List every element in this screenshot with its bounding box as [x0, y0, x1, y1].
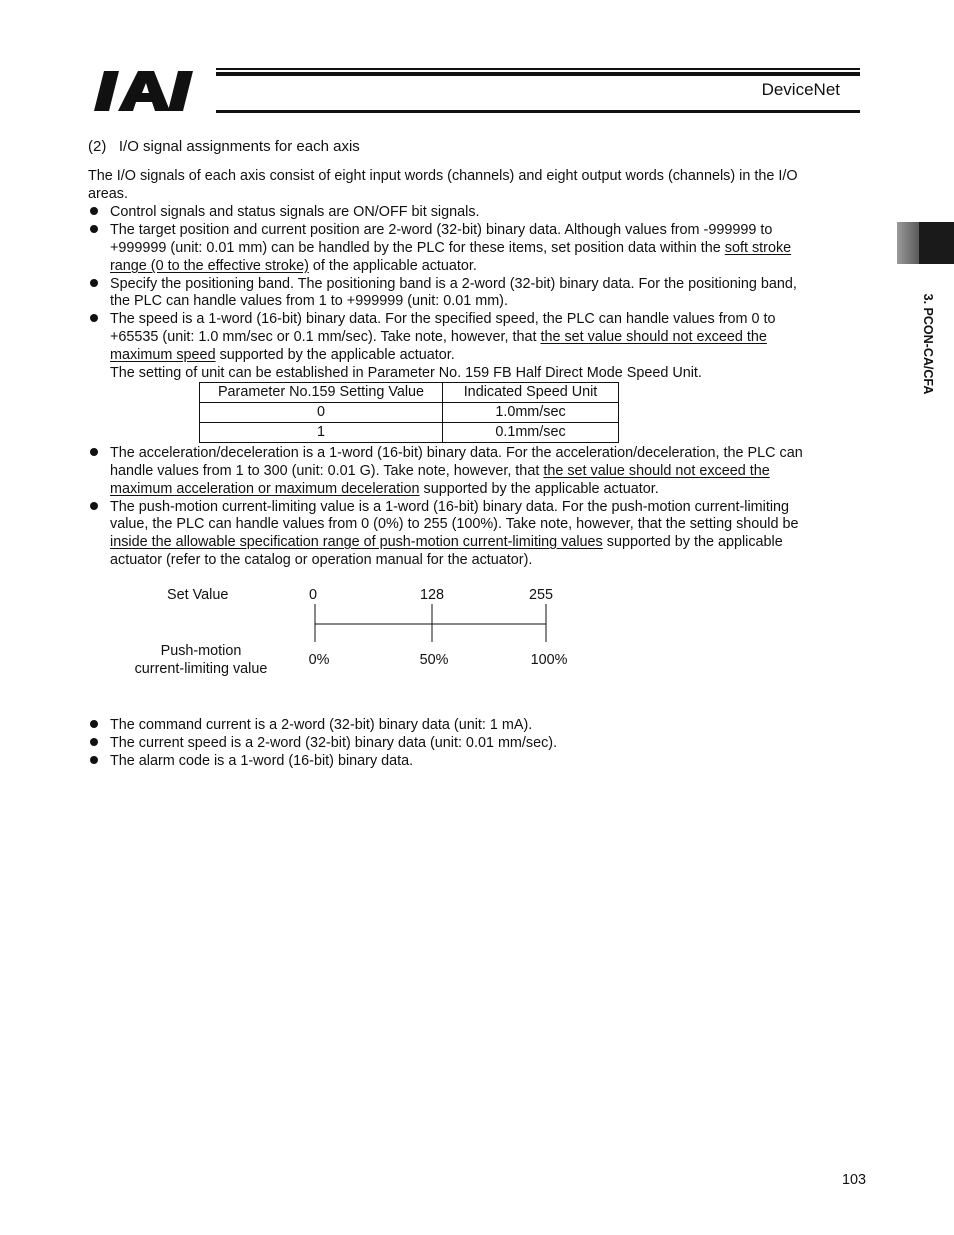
percent-tick-label: 50% [419, 652, 449, 668]
intro-line-1: The I/O signals of each axis consist of eight input words (channels) and eight output words (channels) in the I/O [88, 168, 798, 184]
bullet-4-underline: maximum speed [110, 347, 216, 363]
bullet-3-line-2: the PLC can handle values from 1 to +999999 (unit: 0.01 mm). [110, 293, 508, 309]
bullet-5-text: handle values from 1 to 300 (unit: 0.01 G). Take note, however, that [110, 463, 544, 479]
bullet-5-line-3 [110, 480, 659, 498]
header-rule-top [216, 68, 860, 70]
table-cell: 0.1mm/sec [443, 423, 619, 443]
bullet-4-underline: the set value should not exceed the [540, 329, 767, 345]
bullet-6-line-4: actuator (refer to the catalog or operation manual for the actuator). [110, 552, 533, 568]
table-cell: 1.0mm/sec [443, 403, 619, 423]
bullet-2-underline: soft stroke [724, 240, 792, 256]
bullet-4-line-4: The setting of unit can be established in Parameter No. 159 FB Half Direct Mode Speed Unit. [110, 365, 702, 381]
table-cell: 0 [200, 403, 443, 423]
set-value-label: Set Value [167, 587, 229, 603]
speed-unit-table [199, 382, 619, 443]
section-title: I/O signal assignments for each axis [118, 138, 360, 155]
bullet-5-text: supported by the applicable actuator. [419, 481, 659, 497]
bullet-1-text: Control signals and status signals are ON/OFF bit signals. [110, 204, 480, 220]
bullet-9-text: The alarm code is a 1-word (16-bit) binary data. [110, 753, 414, 769]
bullet-6-underline: inside the allowable specification range of push-motion current-limiting values [110, 534, 603, 550]
bullet-3-line-1: Specify the positioning band. The positioning band is a 2-word (32-bit) binary data. For the positioning band, [110, 276, 797, 292]
set-value-tick-label: 0 [308, 587, 317, 603]
bullet-5-underline: maximum acceleration or maximum deceleration [110, 481, 420, 497]
chapter-tab-gradient [897, 222, 919, 264]
bullet-4-line-2 [110, 328, 767, 346]
bullet-2-line-3 [110, 257, 477, 275]
bullet-2-text: of the applicable actuator. [308, 258, 477, 274]
bullet-6-text: supported by the applicable [602, 534, 783, 550]
bullet-dot [90, 314, 98, 322]
bullet-4-text: +65535 (unit: 1.0 mm/sec or 0.1 mm/sec). Take note, however, that [110, 329, 541, 345]
table-cell: 1 [200, 423, 443, 443]
header-rule-thick [216, 72, 860, 76]
bullet-6-line-3 [110, 533, 783, 551]
header-rule-bottom [216, 110, 860, 113]
bullet-2-underline: range (0 to the effective stroke) [110, 258, 309, 274]
bullet-8-text: The current speed is a 2-word (32-bit) binary data (unit: 0.01 mm/sec). [110, 735, 558, 751]
set-value-tick-label: 255 [528, 587, 553, 603]
table-header-cell: Indicated Speed Unit [443, 383, 619, 403]
iai-logo [92, 66, 212, 116]
bullet-5-underline: the set value should not exceed the [543, 463, 770, 479]
percent-tick-label: 0% [308, 652, 330, 668]
bullet-4-text: supported by the applicable actuator. [215, 347, 455, 363]
bullet-7-text: The command current is a 2-word (32-bit) binary data (unit: 1 mA). [110, 717, 533, 733]
bullet-6-line-1: The push-motion current-limiting value is a 1-word (16-bit) binary data. For the push-motion current-limiting [110, 499, 790, 515]
section-heading [88, 138, 360, 156]
bullet-dot [90, 738, 98, 746]
table-header-cell: Parameter No.159 Setting Value [200, 383, 443, 403]
bullet-2-text: +999999 (unit: 0.01 mm) can be handled by the PLC for these items, set position data within the [110, 240, 725, 256]
bullet-dot [90, 756, 98, 764]
section-number: (2) [88, 138, 107, 155]
scale-axis [300, 604, 560, 644]
bullet-5-line-2 [110, 462, 770, 480]
bullet-2-line-1: The target position and current position are 2-word (32-bit) binary data. Although values from -999999 to [110, 222, 773, 238]
intro-line-2: areas. [88, 186, 128, 202]
current-limiting-label: current-limiting value [134, 661, 268, 677]
table-row [200, 423, 619, 443]
table-row [200, 403, 619, 423]
product-name: DeviceNet [761, 80, 840, 99]
bullet-dot [90, 207, 98, 215]
push-motion-label: Push-motion [160, 643, 242, 659]
bullet-dot [90, 448, 98, 456]
bullet-5-line-1: The acceleration/deceleration is a 1-word (16-bit) binary data. For the acceleration/deceleration, the PLC can [110, 445, 803, 461]
percent-tick-label: 100% [530, 652, 568, 668]
page-number: 103 [841, 1172, 866, 1188]
bullet-6-line-2: value, the PLC can handle values from 0 (0%) to 255 (100%). Take note, however, that the setting should be [110, 516, 799, 532]
bullet-4-line-1: The speed is a 1-word (16-bit) binary data. For the specified speed, the PLC can handle values from 0 to [110, 311, 776, 327]
chapter-label: 3. PCON-CA/CFA [921, 293, 935, 395]
bullet-dot [90, 279, 98, 287]
table-header-row [200, 383, 619, 403]
set-value-tick-label: 128 [419, 587, 444, 603]
bullet-dot [90, 225, 98, 233]
bullet-2-line-2 [110, 239, 791, 257]
bullet-dot [90, 720, 98, 728]
bullet-dot [90, 502, 98, 510]
bullet-4-line-3 [110, 346, 455, 364]
